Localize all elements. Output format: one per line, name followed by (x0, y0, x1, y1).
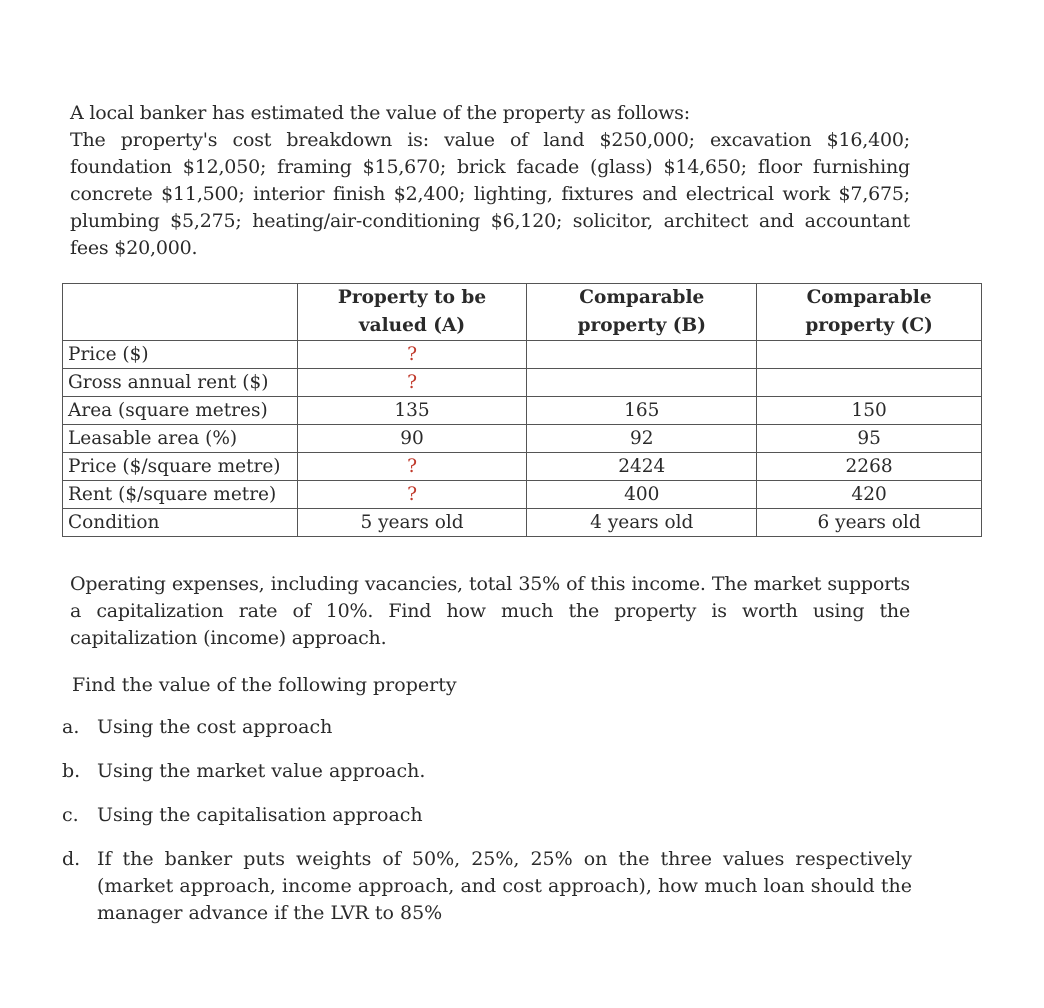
question-letter: b. (62, 760, 81, 782)
cell-c (757, 369, 982, 397)
header-property-b: Comparable property (B) (527, 284, 757, 341)
operating-paragraph (70, 571, 910, 652)
cell-c: 95 (757, 425, 982, 453)
question-letter: c. (62, 804, 79, 826)
table-row (63, 341, 982, 369)
cell-c: 150 (757, 397, 982, 425)
intro-line: The property's cost breakdown is: value of land $250,000; excavation $16,400; (70, 129, 910, 151)
cell-b (527, 341, 757, 369)
question-d (62, 846, 912, 927)
row-label: Leasable area (%) (63, 425, 298, 453)
question-text: (market approach, income approach, and cost approach), how much loan should the (97, 875, 912, 897)
question-text: manager advance if the LVR to 85% (97, 902, 443, 924)
cell-a: ? (297, 453, 527, 481)
cell-a: 90 (297, 425, 527, 453)
question-letter: d. (62, 848, 81, 870)
cell-a: ? (297, 369, 527, 397)
row-label: Condition (63, 509, 298, 537)
question-text: If the banker puts weights of 50%, 25%, 25% on the three values respectively (97, 848, 912, 870)
question-letter: a. (62, 716, 80, 738)
cell-b: 165 (527, 397, 757, 425)
table-row (63, 509, 982, 537)
cell-c: 2268 (757, 453, 982, 481)
row-label: Rent ($/square metre) (63, 481, 298, 509)
cell-a: ? (297, 341, 527, 369)
intro-line: foundation $12,050; framing $15,670; brick facade (glass) $14,650; floor furnishing (70, 156, 910, 178)
cell-a: ? (297, 481, 527, 509)
header-property-a: Property to be valued (A) (297, 284, 527, 341)
table-row (63, 481, 982, 509)
table-row (63, 369, 982, 397)
cell-b: 4 years old (527, 509, 757, 537)
question-a (62, 714, 912, 741)
cell-c (757, 341, 982, 369)
intro-line: plumbing $5,275; heating/air-conditioning $6,120; solicitor, architect and accountant (70, 210, 910, 232)
cell-a: 135 (297, 397, 527, 425)
operating-line: Operating expenses, including vacancies, total 35% of this income. The market supports (70, 573, 910, 595)
table-row (63, 397, 982, 425)
header-property-c: Comparable property (C) (757, 284, 982, 341)
intro-line: A local banker has estimated the value of the property as follows: (70, 102, 690, 124)
question-text: Using the capitalisation approach (97, 804, 423, 826)
question-b (62, 758, 912, 785)
operating-line: capitalization (income) approach. (70, 627, 387, 649)
cell-c: 420 (757, 481, 982, 509)
table-row (63, 425, 982, 453)
intro-paragraph (70, 100, 910, 262)
question-text: Using the cost approach (97, 716, 333, 738)
table-row (63, 453, 982, 481)
find-prompt: Find the value of the following property (72, 674, 457, 696)
cell-c: 6 years old (757, 509, 982, 537)
intro-line: fees $20,000. (70, 237, 198, 259)
property-table (62, 283, 982, 537)
intro-line: concrete $11,500; interior finish $2,400; lighting, fixtures and electrical work $7,675; (70, 183, 910, 205)
cell-b: 400 (527, 481, 757, 509)
header-empty (63, 284, 298, 341)
cell-b: 92 (527, 425, 757, 453)
row-label: Price ($) (63, 341, 298, 369)
row-label: Price ($/square metre) (63, 453, 298, 481)
cell-b (527, 369, 757, 397)
table-header-row (63, 284, 982, 341)
cell-b: 2424 (527, 453, 757, 481)
row-label: Gross annual rent ($) (63, 369, 298, 397)
cell-a: 5 years old (297, 509, 527, 537)
question-text: Using the market value approach. (97, 760, 426, 782)
row-label: Area (square metres) (63, 397, 298, 425)
operating-line: a capitalization rate of 10%. Find how much the property is worth using the (70, 600, 910, 622)
question-c (62, 802, 912, 829)
